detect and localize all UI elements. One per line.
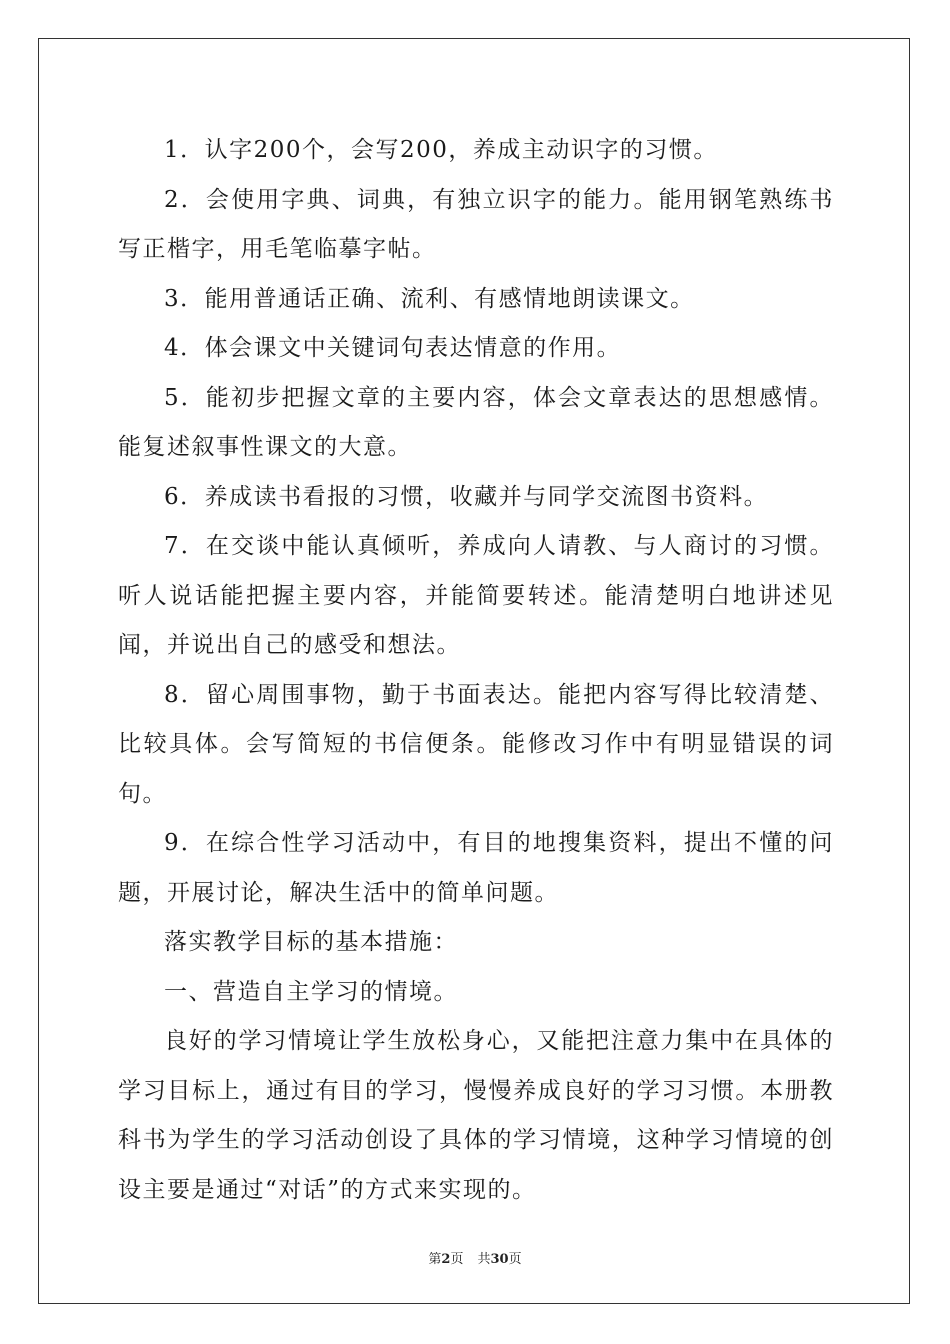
paragraph-5: 5．能初步把握文章的主要内容，体会文章表达的思想感情。能复述叙事性课文的大意。 [118, 384, 834, 460]
page-prefix: 第 [428, 1252, 442, 1267]
total-pages: 30 [490, 1252, 509, 1267]
page-suffix: 页 [450, 1252, 464, 1267]
paragraph-2: 2．会使用字典、词典，有独立识字的能力。能用钢笔熟练书写正楷字，用毛笔临摹字帖。 [118, 186, 834, 262]
paragraph-9: 9．在综合性学习活动中，有目的地搜集资料，提出不懂的问题，开展讨论，解决生活中的简单问题。 [118, 830, 834, 906]
total-prefix: 共 [477, 1252, 491, 1267]
total-suffix: 页 [508, 1252, 522, 1267]
paragraph-4: 4．体会课文中关键词句表达情意的作用。 [164, 335, 622, 361]
document-body [118, 126, 834, 1215]
page-footer [0, 1248, 950, 1267]
paragraph-situation: 良好的学习情境让学生放松身心，又能把注意力集中在具体的学习目标上，通过有目的学习，慢慢养成良好的学习习惯。本册教科书为学生的学习活动创设了具体的学习情境，这种学习情境的创设主要是通过“对话”的方式来实现的。 [118, 1028, 834, 1203]
paragraph-6: 6．养成读书看报的习惯，收藏并与同学交流图书资料。 [164, 483, 769, 510]
paragraph-1: 1．认字200个，会写200，养成主动识字的习惯。 [164, 137, 718, 163]
paragraph-8: 8．留心周围事物，勤于书面表达。能把内容写得比较清楚、比较具体。会写简短的书信便条。能修改习作中有明显错误的词句。 [118, 681, 834, 807]
section-heading-1: 一、营造自主学习的情境。 [164, 978, 458, 1005]
page-number: 2 [441, 1252, 451, 1267]
paragraph-7: 7．在交谈中能认真倾听，养成向人请教、与人商讨的习惯。听人说话能把握主要内容，并能简要转述。能清楚明白地讲述见闻，并说出自己的感受和想法。 [118, 533, 834, 658]
section-intro: 落实教学目标的基本措施： [164, 929, 458, 955]
paragraph-3: 3．能用普通话正确、流利、有感情地朗读课文。 [164, 285, 695, 312]
